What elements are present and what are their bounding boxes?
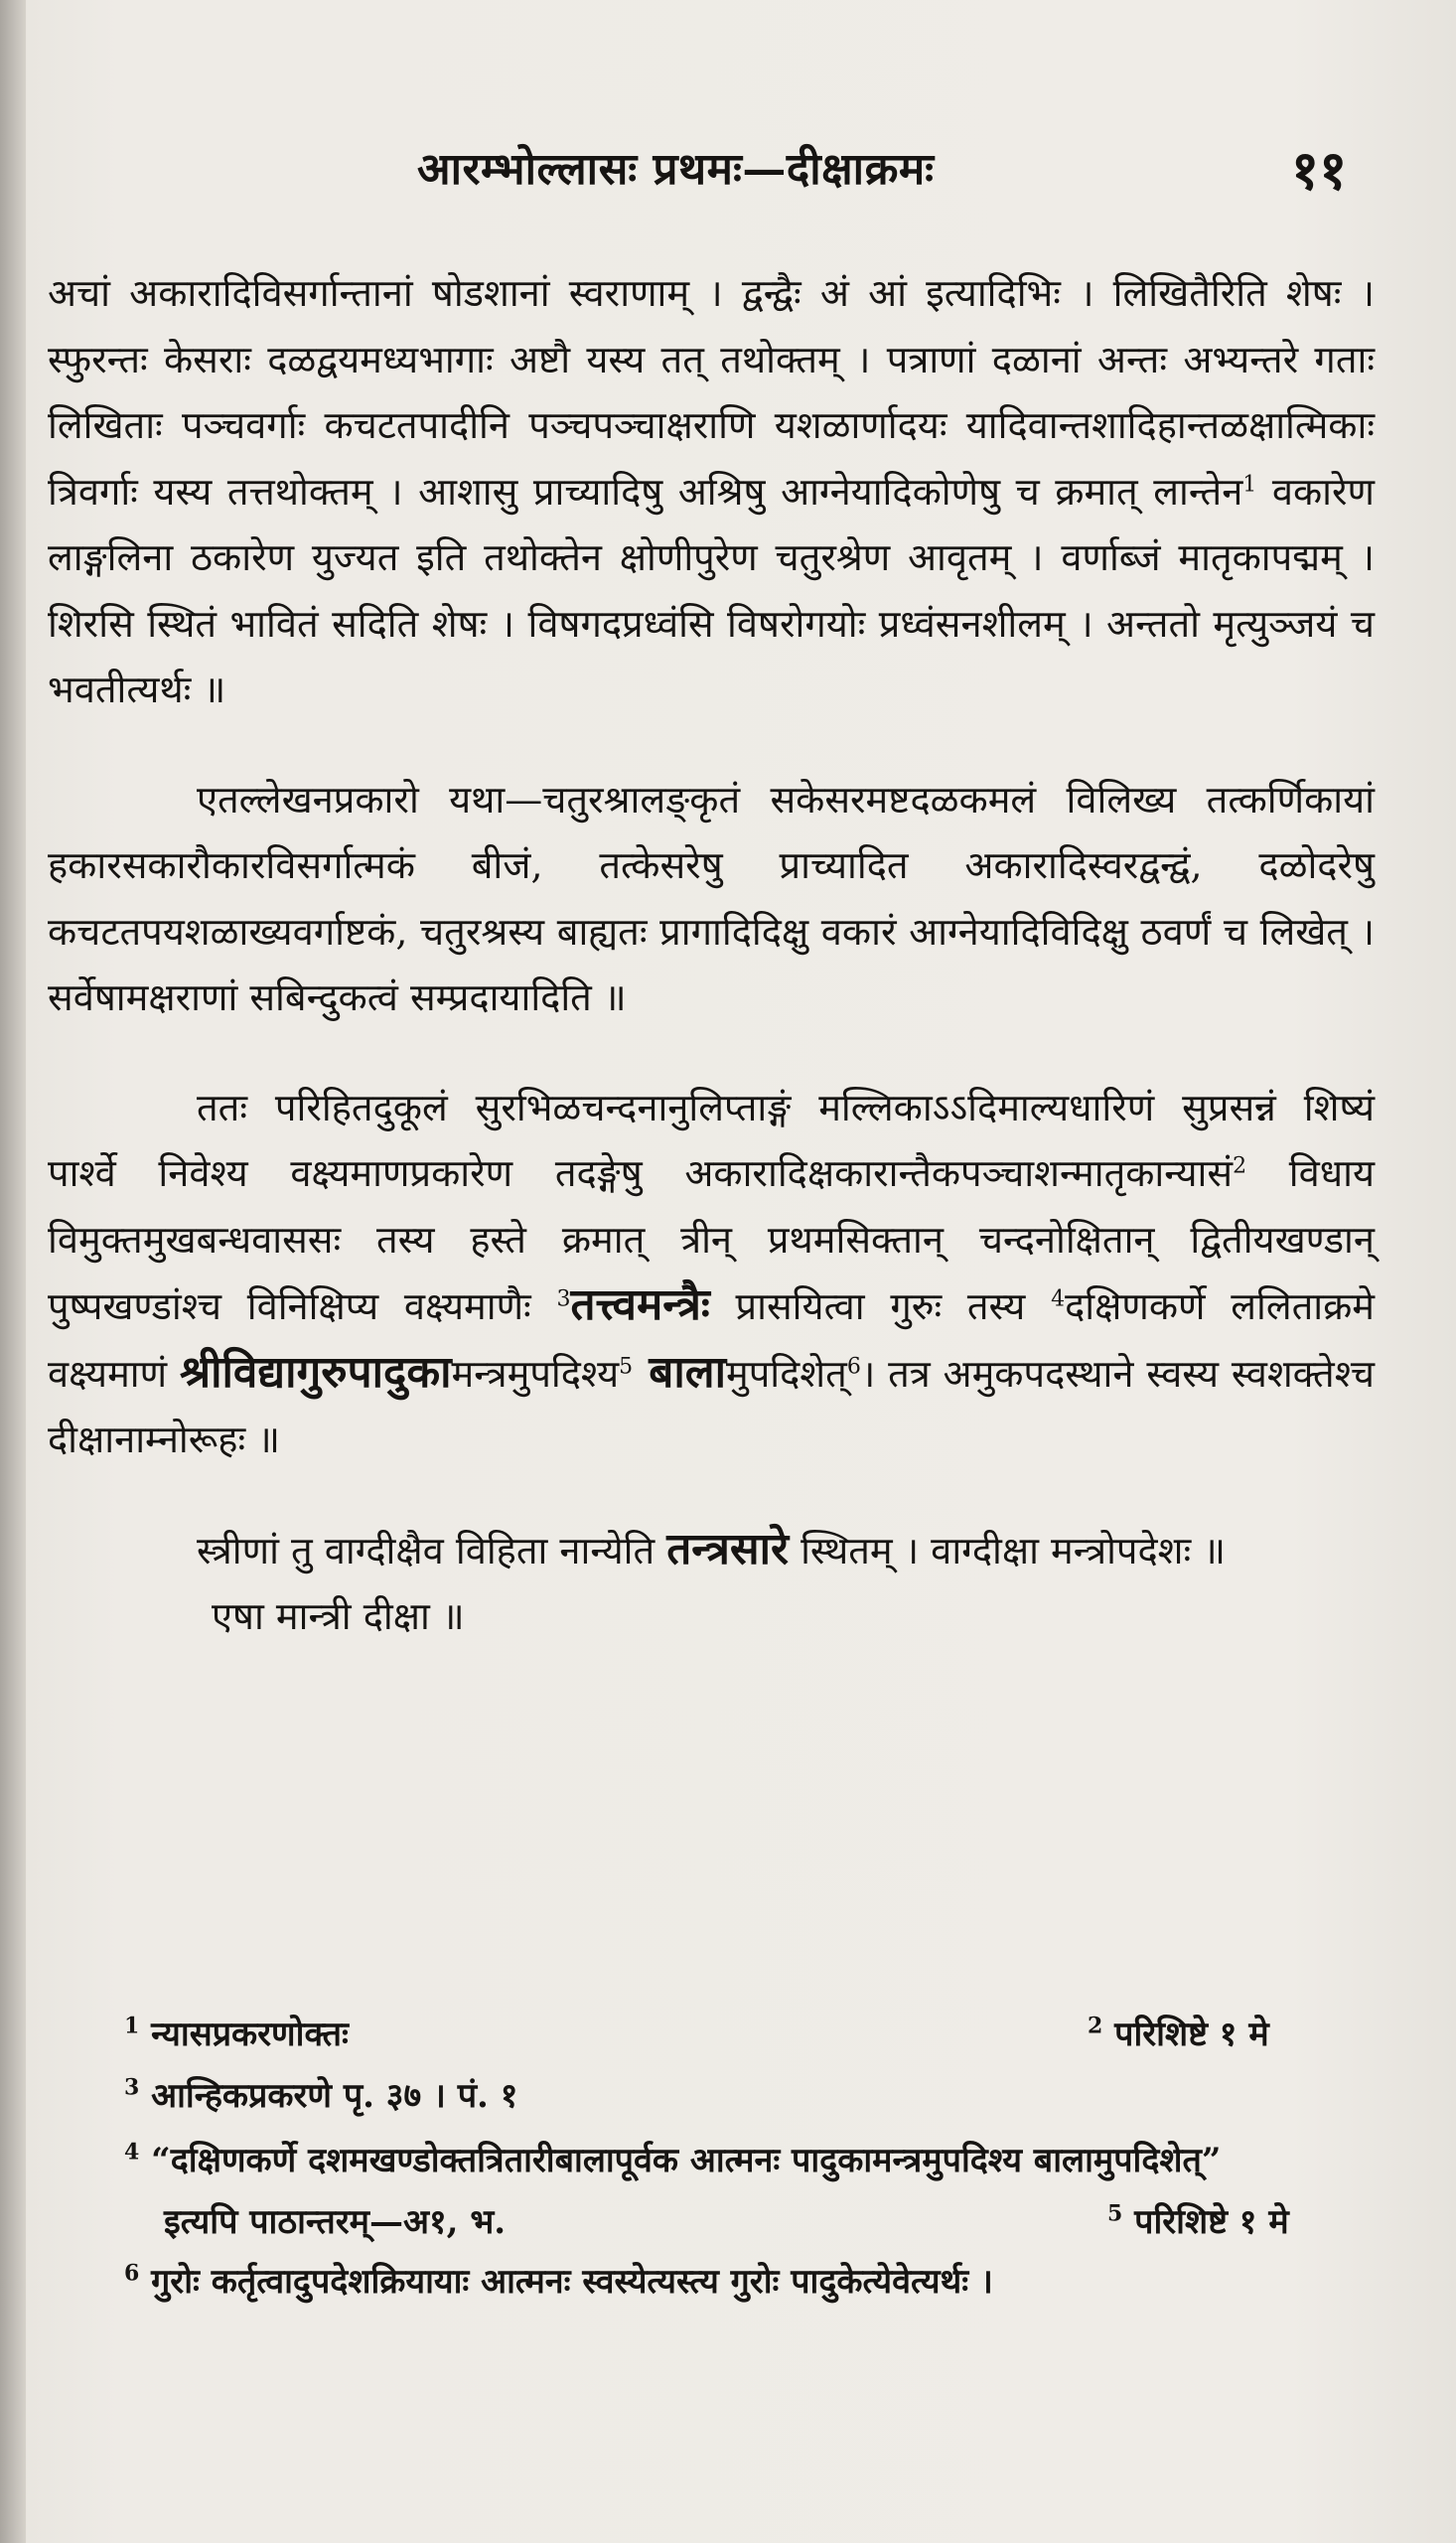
footnote-ref-4: 4 bbox=[1051, 1286, 1066, 1312]
main-text bbox=[48, 260, 1375, 1650]
footnote-ref-5: 5 bbox=[619, 1353, 634, 1379]
footnote-4: $^4$ “दक्षिणकर्णे दशमखण्डोक्तत्रितारीबालापूर्वक आत्मनः पादुकामन्त्रमुपदिश्य बालामुपदिशेत्” bbox=[124, 2139, 1222, 2180]
paragraph-1: अचां अकारादिविसर्गान्तानां षोडशानां स्वराणाम् । द्वन्द्वैः अं आं इत्यादिभिः । लिखितैरिति शेषः । स्फुरन्तः केसराः दळद्वयमध्यभागाः अष्टौ यस्य तत् तथोक्तम् । पत्राणां दळानां अन्तः अभ्यन्तरे गताः लिखिताः पञ्चवर्गाः कचटतपादीनि पञ्चपञ्चाक्षराणि यशळार्णादयः यादिवान्तशादिहान्तळक्षात्मिकाः त्रिवर्गाः यस्य तत्तथोक्तम् । आशासु प्राच्यादिषु अश्रिषु आग्नेयादिकोणेषु च क्रमात् लान्तेन$^1$ वकारेण लाङ्गलिना ठकारेण युज्यत इति तथोक्तेन क्षोणीपुरेण चतुरश्रेण आवृतम् । वर्णाब्जं मातृकापद्मम् । शिरसि स्थितं भावितं सदिति शेषः । विषगदप्रध्वंसि विषरोगयोः प्रध्वंसनशीलम् । अन्ततो मृत्युञ्जयं च भवतीत्यर्थः ॥ bbox=[48, 271, 1375, 711]
bold-term-gurupaduka: श्रीविद्यागुरुपादुका bbox=[179, 1346, 452, 1398]
paragraph-3: ततः परिहितदुकूलं सुरभिळचन्दनानुलिप्ताङ्गं मल्लिकाऽऽदिमाल्यधारिणं सुप्रसन्नं शिष्यं पार्श्वे निवेश्य वक्ष्यमाणप्रकारेण तदङ्गेषु अकारादिक्षकारान्तैकपञ्चाशन्मातृकान्यासं$^2$ विधाय विमुक्तमुखबन्धवाससः तस्य हस्ते क्रमात् त्रीन् प्रथमसिक्तान् चन्दनोक्षितान् द्वितीयखण्डान् पुष्पखण्डांश्च विनिक्षिप्य वक्ष्यमाणैः $^3$तत्त्वमन्त्रैः प्रासयित्वा गुरुः तस्य $^4$दक्षिणकर्णे ललिताक्रमे वक्ष्यमाणं श्रीविद्यागुरुपादुकामन्त्रमुपदिश्य$^5$ बालामुपदिशेत्$^6$। तत्र अमुकपदस्थाने स्वस्य स्वशक्तेश्च दीक्षानाम्नोरूहः ॥ bbox=[48, 1085, 1376, 1461]
footnote-2: $^2$ परिशिष्टे १ मे bbox=[1088, 2013, 1269, 2054]
footnote-6: $^6$ गुरोः कर्तृत्वादुपदेशक्रियायाः आत्मनः स्वस्येत्यस्त्य गुरोः पादुकेत्येवेत्यर्थः । bbox=[124, 2260, 993, 2302]
footnote-ref-2: 2 bbox=[1233, 1153, 1247, 1179]
page-number: ११ bbox=[1291, 138, 1348, 202]
bold-term-bala: बाला bbox=[633, 1346, 726, 1398]
footnote-4-continuation: इत्यपि पाठान्तरम्—अ१, भ. bbox=[164, 2202, 507, 2242]
footnote-ref-1: 1 bbox=[1242, 471, 1257, 497]
footnote-ref-3: 3 bbox=[556, 1286, 571, 1312]
book-spine bbox=[0, 0, 26, 2543]
running-header: आरम्भोल्लासः प्रथमः—दीक्षाक्रमः bbox=[417, 144, 935, 195]
footnote-3: $^3$ आन्हिकप्रकरणे पृ. ३७ । पं. १ bbox=[124, 2074, 518, 2116]
footnote-5: $^5$ परिशिष्टे १ मे bbox=[1107, 2200, 1289, 2242]
paragraph-2: एतल्लेखनप्रकारो यथा—चतुरश्रालङ्कृतं सकेसरमष्टदळकमलं विलिख्य तत्कर्णिकायां हकारसकारौकारविसर्गात्मकं बीजं, तत्केसरेषु प्राच्यादित अकारादिस्वरद्वन्द्वं, दळोदरेषु कचटतपयशळाख्यवर्गाष्टकं, चतुरश्रस्य बाह्यतः प्रागादिदिक्षु वकारं आग्नेयादिविदिक्षु ठवर्णं च लिखेत् । सर्वेषामक्षराणां सबिन्दुकत्वं सम्प्रदायादिति ॥ bbox=[48, 777, 1375, 1019]
paragraph-4: स्त्रीणां तु वाग्दीक्षैव विहिता नान्येति तन्त्रसारे स्थितम् । वाग्दीक्षा मन्त्रोपदेशः ॥ bbox=[197, 1523, 1227, 1574]
footnote-ref-6: 6 bbox=[846, 1353, 861, 1379]
footnote-1: $^1$ न्यासप्रकरणोक्तः bbox=[124, 2013, 349, 2054]
bold-term-tantrasara: तन्त्रसारे bbox=[666, 1523, 790, 1574]
bold-term-tattvamantra: तत्त्वमन्त्रैः bbox=[570, 1279, 710, 1330]
paragraph-5: एषा मान्त्री दीक्षा ॥ bbox=[212, 1594, 465, 1638]
